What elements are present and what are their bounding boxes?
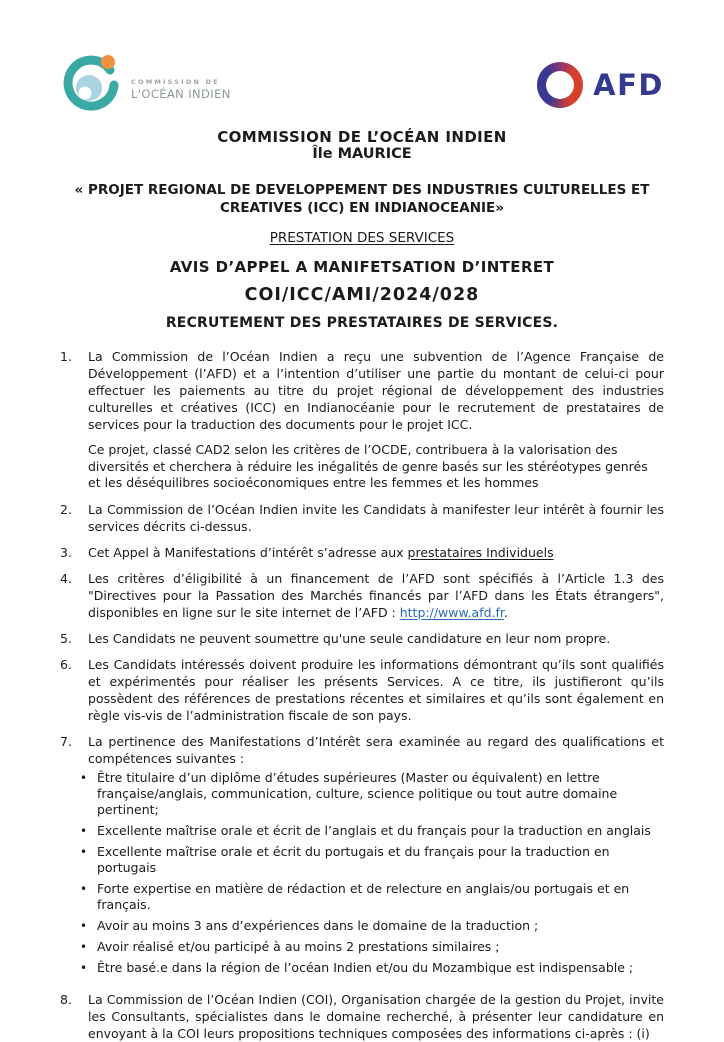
list-item-3 — [60, 544, 664, 561]
item-text: La pertinence des Manifestations d’Intérêt sera examinée au regard des qualifications et compétences suivantes : — [88, 733, 664, 766]
item-text — [88, 570, 664, 621]
bullet-icon: • — [80, 939, 88, 954]
qualifications-bullet-list — [80, 770, 664, 976]
bullet-text: Être titulaire d’un diplôme d’études supérieures (Master ou équivalent) en lettre française/anglais, communication, culture, science politique ou tout autre domaine pertinent; — [97, 769, 618, 817]
list-item-5 — [60, 630, 664, 647]
item-number: 1. — [60, 349, 72, 364]
item-number: 4. — [60, 570, 72, 586]
document-body — [0, 332, 724, 1042]
item-number: 5. — [60, 630, 72, 646]
item-1-subparagraph: Ce projet, classé CAD2 selon les critères de l’OCDE, contribuera à la valorisation des diversités et cherchera à réduire les inégalités de genre basés sur les stéréotypes genrés et les déséquilibres socioéconomiques entre les femmes et les hommes — [88, 442, 648, 490]
item-text — [88, 544, 664, 561]
item-text: La Commission de l’Océan Indien a reçu une subvention de l’Agence Française de Développement (l’AFD) et a l’intention d’utiliser une partie du montant de celui-ci pour effectuer les paiements au titre du projet régional de développement des industries culturelles et créatives (ICC) en Indianocéanie pour le recrutement de prestataires de services pour la traduction des documents pour le projet ICC. — [88, 349, 664, 432]
bullet-icon: • — [80, 918, 88, 933]
item-4-text: Les critères d’éligibilité à un financement de l’AFD sont spécifiés à l’Article 1.3 des "Directives pour la Passation des Marchés financés par l’AFD dans les États étrangers", disponibles en ligne sur le site internet de l’AFD : — [88, 570, 664, 620]
bullet-icon: • — [80, 770, 88, 785]
bullet-item — [80, 881, 664, 913]
list-item-6 — [60, 656, 664, 724]
org-location: Île MAURICE — [312, 146, 412, 162]
coi-logo — [58, 52, 231, 122]
item-3-underlined-text: prestataires Individuels — [407, 544, 554, 560]
bullet-text: Avoir au moins 3 ans d’expériences dans le domaine de la traduction ; — [97, 917, 539, 933]
item-text: La Commission de l’Océan Indien (COI), Organisation chargée de la gestion du Projet, invite les Consultants, spécialistes dans le domaine recherché, à présenter leur candidature en envoyant à la COI leurs propositions techniques composées des informations ci-après : (i) — [88, 991, 664, 1041]
section-heading: PRESTATION DES SERVICES — [269, 230, 455, 246]
list-item-4 — [60, 570, 664, 621]
notice-heading: AVIS D’APPEL A MANIFETSATION D’INTERET — [169, 258, 555, 276]
afd-website-link[interactable]: http://www.afd.fr — [399, 604, 504, 620]
coi-logo-text — [131, 73, 231, 101]
bullet-text: Excellente maîtrise orale et écrit du portugais et du français pour la traduction en portugais — [97, 843, 610, 875]
item-number: 6. — [60, 656, 72, 672]
org-title: COMMISSION DE L’OCÉAN INDIEN — [217, 128, 507, 146]
item-text: La Commission de l’Océan Indien invite les Candidats à manifester leur intérêt à fournir les services décrits ci-dessus. — [88, 501, 664, 534]
bullet-icon: • — [80, 823, 88, 838]
item-number: 8. — [60, 991, 72, 1007]
bullet-icon: • — [80, 960, 88, 975]
bullet-item — [80, 823, 664, 839]
subject-heading: RECRUTEMENT DES PRESTATAIRES DE SERVICES. — [165, 315, 559, 331]
bullet-text: Avoir réalisé et/ou participé à au moins 2 prestations similaires ; — [97, 938, 500, 954]
list-item-2 — [60, 501, 664, 535]
bullet-item — [80, 939, 664, 955]
bullet-item — [80, 770, 664, 818]
coi-logo-line1: COMMISSION DE — [131, 78, 220, 87]
item-number: 7. — [60, 733, 72, 749]
afd-ring-icon — [537, 62, 583, 108]
bullet-icon: • — [80, 881, 88, 896]
afd-logo-text: AFD — [593, 68, 664, 102]
list-item-1 — [60, 348, 664, 492]
coi-swirl-icon — [58, 52, 124, 122]
item-3-text: Cet Appel à Manifestations d’intérêt s’adresse aux — [88, 544, 408, 560]
item-text: Les Candidats intéressés doivent produire les informations démontrant qu’ils sont qualifiés et expérimentés pour réaliser les présents Services. A ce titre, ils justifieront qu’ils possèdent des références de prestations récentes et similaires et qu’ils sont également en règle vis-vis de l’administration fiscale de son pays. — [88, 656, 664, 723]
project-title: « PROJET REGIONAL DE DEVELOPPEMENT DES INDUSTRIES CULTURELLES ET CREATIVES (ICC) EN INDIANOCEANIE» — [74, 182, 650, 216]
coi-logo-line2: L'OCÉAN INDIEN — [131, 87, 231, 102]
afd-logo — [537, 62, 664, 108]
bullet-text: Forte expertise en matière de rédaction et de relecture en anglais/ou portugais et en français. — [97, 880, 630, 912]
bullet-item — [80, 918, 664, 934]
bullet-text: Excellente maîtrise orale et écrit de l’anglais et du français pour la traduction en anglais — [97, 822, 651, 838]
reference-number: COI/ICC/AMI/2024/028 — [244, 285, 480, 305]
item-number: 2. — [60, 501, 72, 517]
item-4-text-after: . — [503, 604, 508, 620]
bullet-icon: • — [80, 844, 88, 859]
bullet-item — [80, 844, 664, 876]
logo-row — [0, 0, 724, 120]
item-number: 3. — [60, 544, 72, 560]
list-item-8 — [60, 991, 664, 1042]
item-text: Les Candidats ne peuvent soumettre qu'une seule candidature en leur nom propre. — [88, 630, 611, 646]
list-item-7 — [60, 733, 664, 767]
bullet-text: Être basé.e dans la région de l’océan Indien et/ou du Mozambique est indispensable ; — [97, 959, 634, 975]
bullet-item — [80, 960, 664, 976]
